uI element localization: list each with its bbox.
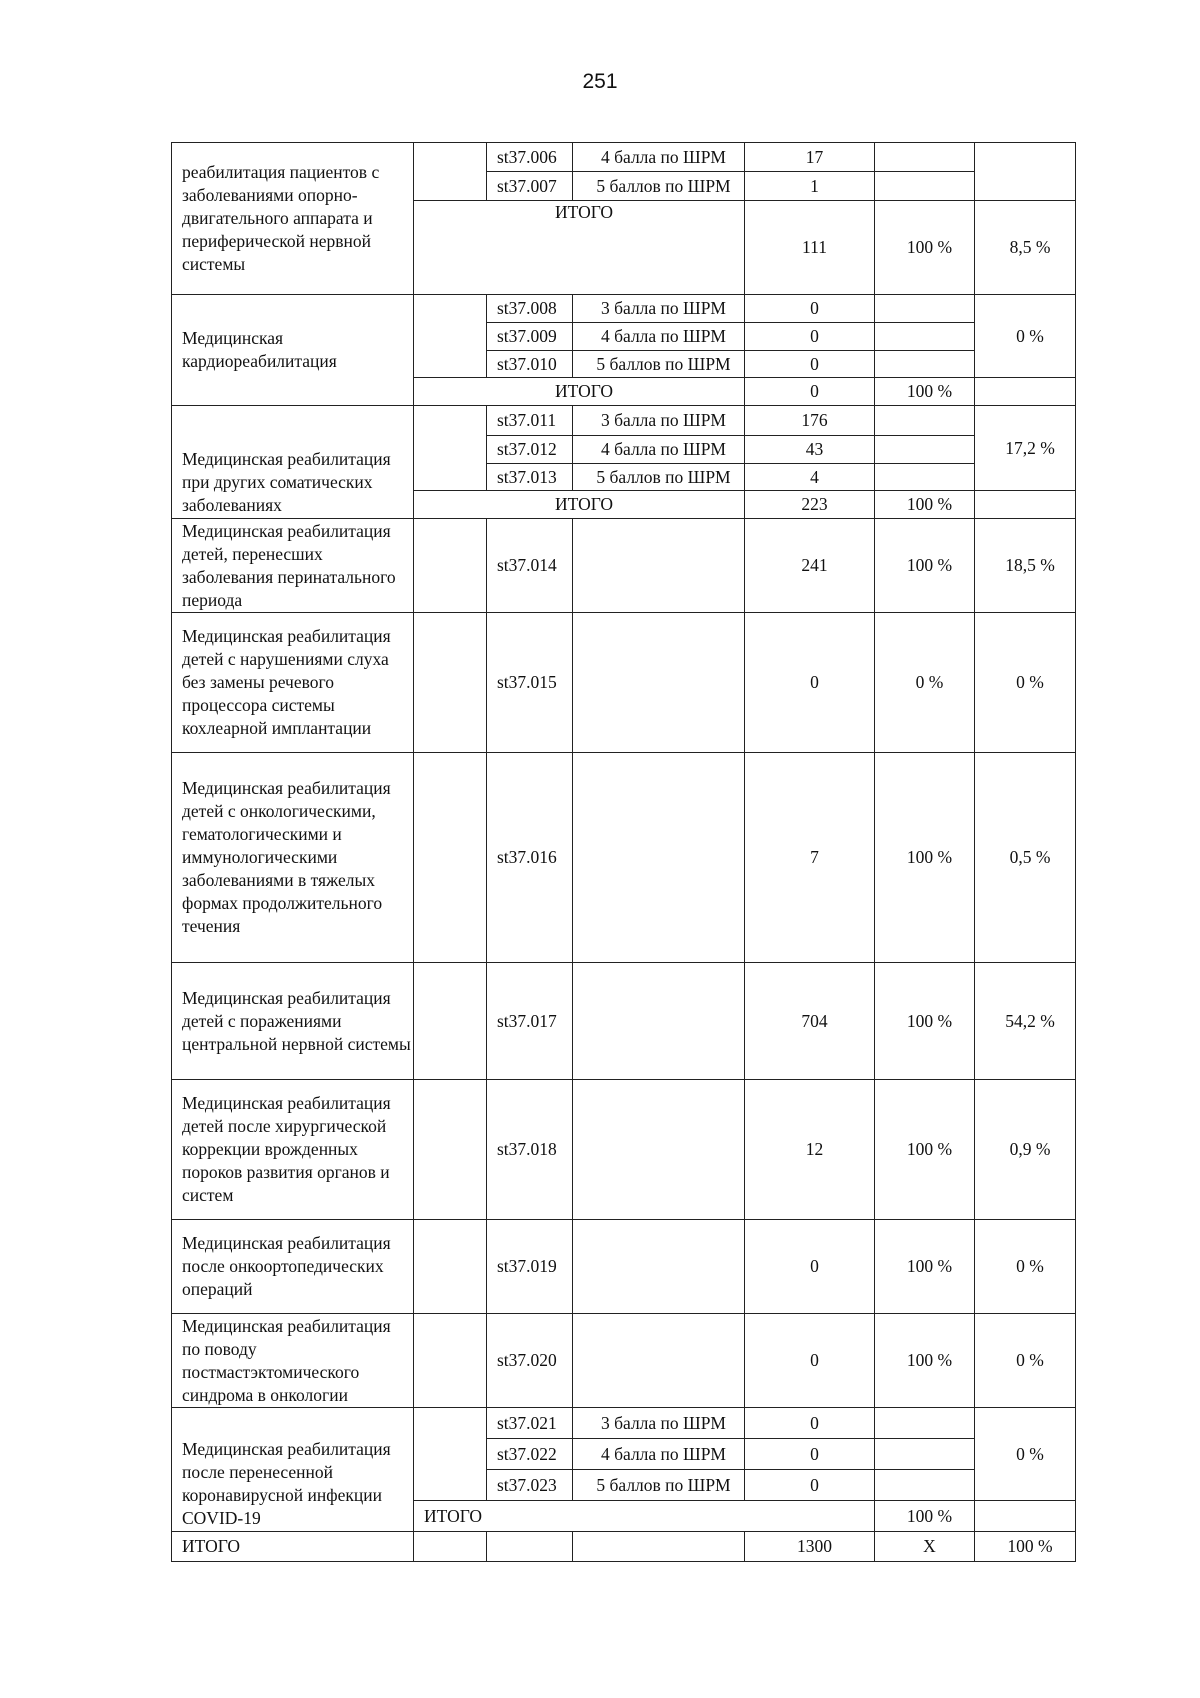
grand-total-share: 100 % bbox=[975, 1532, 1076, 1562]
desc-cell: 3 балла по ШРМ bbox=[573, 1408, 745, 1439]
total-label: ИТОГО bbox=[414, 378, 745, 406]
table-row bbox=[172, 1314, 1076, 1408]
count-cell: 1 bbox=[745, 172, 875, 201]
total-count: 111 bbox=[745, 201, 875, 295]
count-cell: 0 bbox=[745, 1470, 875, 1501]
count-cell: 0 bbox=[745, 1408, 875, 1439]
code-cell: st37.015 bbox=[487, 613, 573, 753]
desc-cell: 3 балла по ШРМ bbox=[573, 295, 745, 323]
table-row bbox=[172, 613, 1076, 753]
table-row bbox=[172, 519, 1076, 613]
row-name: Медицинская реабилитация детей с нарушениями слуха без замены речевого процессора системы кохлеарной имплантации bbox=[172, 613, 414, 753]
pct-cell: 100 % bbox=[875, 963, 975, 1080]
count-cell: 0 bbox=[745, 613, 875, 753]
desc-cell: 4 балла по ШРМ bbox=[573, 1439, 745, 1470]
code-cell: st37.011 bbox=[487, 406, 573, 436]
count-cell: 0 bbox=[745, 295, 875, 323]
total-pct: 100 % bbox=[875, 378, 975, 406]
code-cell: st37.020 bbox=[487, 1314, 573, 1408]
code-cell: st37.016 bbox=[487, 753, 573, 963]
count-cell: 0 bbox=[745, 1220, 875, 1314]
code-cell: st37.012 bbox=[487, 436, 573, 464]
total-share: 8,5 % bbox=[975, 201, 1076, 295]
count-cell: 7 bbox=[745, 753, 875, 963]
total-pct: 100 % bbox=[875, 491, 975, 519]
pct-cell: 100 % bbox=[875, 1080, 975, 1220]
share-cell: 0 % bbox=[975, 1314, 1076, 1408]
total-count: 223 bbox=[745, 491, 875, 519]
grand-total-pct: Х bbox=[875, 1532, 975, 1562]
count-cell: 0 bbox=[745, 323, 875, 351]
share-cell: 0 % bbox=[975, 613, 1076, 753]
code-cell: st37.009 bbox=[487, 323, 573, 351]
code-cell: st37.022 bbox=[487, 1439, 573, 1470]
row-name: Медицинская реабилитация детей после хирургической коррекции врожденных пороков развития органов и систем bbox=[172, 1080, 414, 1220]
share-cell: 0 % bbox=[975, 295, 1076, 378]
desc-cell: 5 баллов по ШРМ bbox=[573, 172, 745, 201]
share-cell: 0 % bbox=[975, 1220, 1076, 1314]
code-cell: st37.014 bbox=[487, 519, 573, 613]
grand-total-row bbox=[172, 1532, 1076, 1562]
code-cell: st37.008 bbox=[487, 295, 573, 323]
share-cell: 0 % bbox=[975, 1408, 1076, 1501]
row-name: Медицинская реабилитация после перенесенной коронавирусной инфекции COVID-19 bbox=[172, 1408, 414, 1532]
count-cell: 176 bbox=[745, 406, 875, 436]
desc-cell: 5 баллов по ШРМ bbox=[573, 1470, 745, 1501]
desc-cell: 5 баллов по ШРМ bbox=[573, 351, 745, 378]
count-cell: 0 bbox=[745, 1439, 875, 1470]
row-name: Медицинская реабилитация при других соматических заболеваниях bbox=[172, 406, 414, 519]
code-cell: st37.017 bbox=[487, 963, 573, 1080]
share-cell: 0,5 % bbox=[975, 753, 1076, 963]
page-number: 251 bbox=[582, 70, 618, 93]
total-label: ИТОГО bbox=[414, 1501, 875, 1532]
row-name: Медицинская реабилитация по поводу постмастэктомического синдрома в онкологии bbox=[172, 1314, 414, 1408]
row-name: реабилитация пациентов с заболеваниями опорно-двигательного аппарата и периферической нервной системы bbox=[172, 143, 414, 295]
table-row bbox=[172, 1408, 1076, 1439]
code-cell: st37.021 bbox=[487, 1408, 573, 1439]
table-row bbox=[172, 295, 1076, 323]
count-cell: 4 bbox=[745, 464, 875, 491]
desc-cell: 3 балла по ШРМ bbox=[573, 406, 745, 436]
pct-cell: 100 % bbox=[875, 1314, 975, 1408]
code-cell: st37.010 bbox=[487, 351, 573, 378]
count-cell: 12 bbox=[745, 1080, 875, 1220]
code-cell: st37.006 bbox=[487, 143, 573, 172]
code-cell: st37.013 bbox=[487, 464, 573, 491]
desc-cell: 4 балла по ШРМ bbox=[573, 436, 745, 464]
table-row bbox=[172, 143, 1076, 172]
row-name: Медицинская реабилитация детей с поражениями центральной нервной системы bbox=[172, 963, 414, 1080]
code-cell: st37.018 bbox=[487, 1080, 573, 1220]
share-cell: 54,2 % bbox=[975, 963, 1076, 1080]
pct-cell: 0 % bbox=[875, 613, 975, 753]
share-cell: 18,5 % bbox=[975, 519, 1076, 613]
total-label: ИТОГО bbox=[414, 491, 745, 519]
count-cell: 241 bbox=[745, 519, 875, 613]
count-cell: 0 bbox=[745, 1314, 875, 1408]
count-cell: 704 bbox=[745, 963, 875, 1080]
total-pct: 100 % bbox=[875, 1501, 975, 1532]
code-cell: st37.007 bbox=[487, 172, 573, 201]
total-pct: 100 % bbox=[875, 201, 975, 295]
share-cell: 17,2 % bbox=[975, 406, 1076, 491]
row-name: Медицинская реабилитация после онкоортопедических операций bbox=[172, 1220, 414, 1314]
pct-cell: 100 % bbox=[875, 753, 975, 963]
total-count: 0 bbox=[745, 378, 875, 406]
count-cell: 43 bbox=[745, 436, 875, 464]
pct-cell: 100 % bbox=[875, 519, 975, 613]
table-row bbox=[172, 1220, 1076, 1314]
desc-cell: 4 балла по ШРМ bbox=[573, 143, 745, 172]
table-row bbox=[172, 753, 1076, 963]
desc-cell: 4 балла по ШРМ bbox=[573, 323, 745, 351]
table-row bbox=[172, 1080, 1076, 1220]
desc-cell: 5 баллов по ШРМ bbox=[573, 464, 745, 491]
pct-cell: 100 % bbox=[875, 1220, 975, 1314]
row-name: Медицинская реабилитация детей с онкологическими, гематологическими и иммунологическими заболеваниями в тяжелых формах продолжительного течения bbox=[172, 753, 414, 963]
grand-total-label: ИТОГО bbox=[172, 1532, 414, 1562]
share-cell: 0,9 % bbox=[975, 1080, 1076, 1220]
code-cell: st37.023 bbox=[487, 1470, 573, 1501]
count-cell: 0 bbox=[745, 351, 875, 378]
row-name: Медицинская кардиореабилитация bbox=[172, 295, 414, 406]
rehabilitation-table bbox=[171, 142, 1076, 1562]
code-cell: st37.019 bbox=[487, 1220, 573, 1314]
total-label: ИТОГО bbox=[414, 201, 745, 295]
table-row bbox=[172, 406, 1076, 436]
row-name: Медицинская реабилитация детей, перенесших заболевания перинатального периода bbox=[172, 519, 414, 613]
count-cell: 17 bbox=[745, 143, 875, 172]
grand-total-count: 1300 bbox=[745, 1532, 875, 1562]
table-row bbox=[172, 963, 1076, 1080]
